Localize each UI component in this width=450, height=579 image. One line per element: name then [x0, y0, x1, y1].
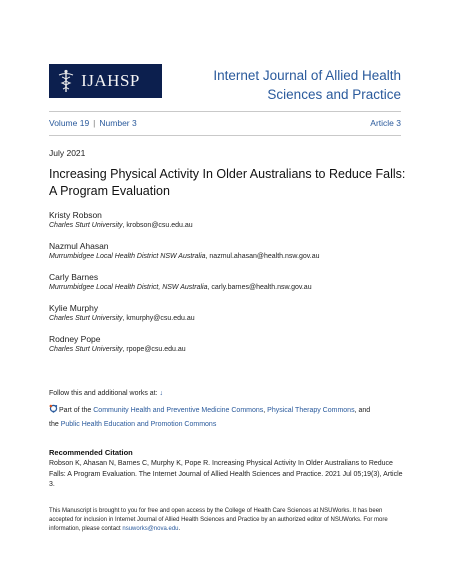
citation-text: Robson K, Ahasan N, Barnes C, Murphy K, Pope R. Increasing Physical Activity In Older Australians to Reduce Falls: A Program Evaluation. The Internet Journal of Allied Health Sciences and Practice. 2021 Jul 05;19(3), Article 3.	[49, 460, 403, 488]
header-divider	[49, 111, 401, 112]
publication-date: July 2021	[49, 148, 86, 158]
author-email: , krobson@csu.edu.au	[122, 222, 193, 229]
author-affiliation	[49, 221, 409, 231]
author-email: , carly.barnes@health.nsw.gov.au	[207, 284, 312, 291]
part-of-separator: , and	[354, 407, 371, 414]
author-list	[49, 210, 409, 365]
part-of-mid: the	[49, 421, 61, 428]
author-institution: Charles Sturt University	[49, 346, 123, 353]
author-name: Rodney Pope	[49, 334, 101, 344]
caduceus-icon	[55, 69, 77, 93]
follow-text: Follow this and additional works at:	[49, 390, 160, 397]
download-arrow-icon[interactable]: ↓	[159, 390, 163, 397]
author-entry	[49, 210, 409, 231]
author-institution: Murrumbidgee Local Health District NSW Australia	[49, 253, 206, 260]
author-affiliation	[49, 252, 409, 262]
author-entry	[49, 241, 409, 262]
issue-separator: |	[93, 118, 96, 128]
citation-heading: Recommended Citation	[49, 448, 133, 457]
author-institution: Charles Sturt University	[49, 315, 123, 322]
part-of-commons	[49, 404, 401, 432]
part-of-prefix: Part of the	[59, 407, 94, 414]
community-health-commons-link[interactable]: Community Health and Preventive Medicine Commons	[93, 407, 264, 414]
author-name: Nazmul Ahasan	[49, 241, 109, 251]
author-affiliation	[49, 314, 409, 324]
paper-title: Increasing Physical Activity In Older Australians to Reduce Falls: A Program Evaluation	[49, 167, 406, 198]
author-name: Kylie Murphy	[49, 303, 99, 313]
author-entry	[49, 303, 409, 324]
manuscript-suffix: .	[178, 525, 181, 532]
public-health-education-commons-link[interactable]: Public Health Education and Promotion Commons	[60, 421, 217, 428]
part-of-separator: ,	[263, 407, 268, 414]
article-link[interactable]: Article 3	[370, 118, 401, 128]
contact-email-link[interactable]: nsuworks@nova.edu	[122, 525, 179, 532]
author-email: , rpope@csu.edu.au	[122, 346, 186, 353]
author-email: , nazmul.ahasan@health.nsw.gov.au	[205, 253, 320, 260]
author-affiliation	[49, 283, 409, 293]
manuscript-notice	[49, 507, 404, 533]
issue-row	[49, 118, 401, 128]
manuscript-text: This Manuscript is brought to you for free and open access by the College of Health Care Sciences at NSUWorks. It has been accepted for inclusion in Internet Journal of Allied Health Sciences and Practice by an authorized editor of NSUWorks. For more information, please contact	[49, 508, 388, 532]
journal-logo[interactable]	[49, 64, 162, 98]
author-institution: Murrumbidgee Local Health District, NSW Australia	[49, 284, 208, 291]
author-name: Carly Barnes	[49, 272, 99, 282]
issue-divider	[49, 135, 401, 136]
follow-line	[49, 390, 163, 397]
author-entry	[49, 272, 409, 293]
number-link[interactable]: Number 3	[99, 118, 137, 128]
author-email: , kmurphy@csu.edu.au	[122, 315, 195, 322]
author-entry	[49, 334, 409, 355]
network-icon	[49, 404, 58, 413]
journal-title-link[interactable]: Internet Journal of Allied Health Sciences and Practice	[213, 68, 401, 102]
logo-text: IJAHSP	[81, 71, 140, 90]
physical-therapy-commons-link[interactable]: Physical Therapy Commons	[267, 407, 355, 414]
author-institution: Charles Sturt University	[49, 222, 123, 229]
author-name: Kristy Robson	[49, 210, 102, 220]
author-affiliation	[49, 345, 409, 355]
volume-link[interactable]: Volume 19	[49, 118, 90, 128]
